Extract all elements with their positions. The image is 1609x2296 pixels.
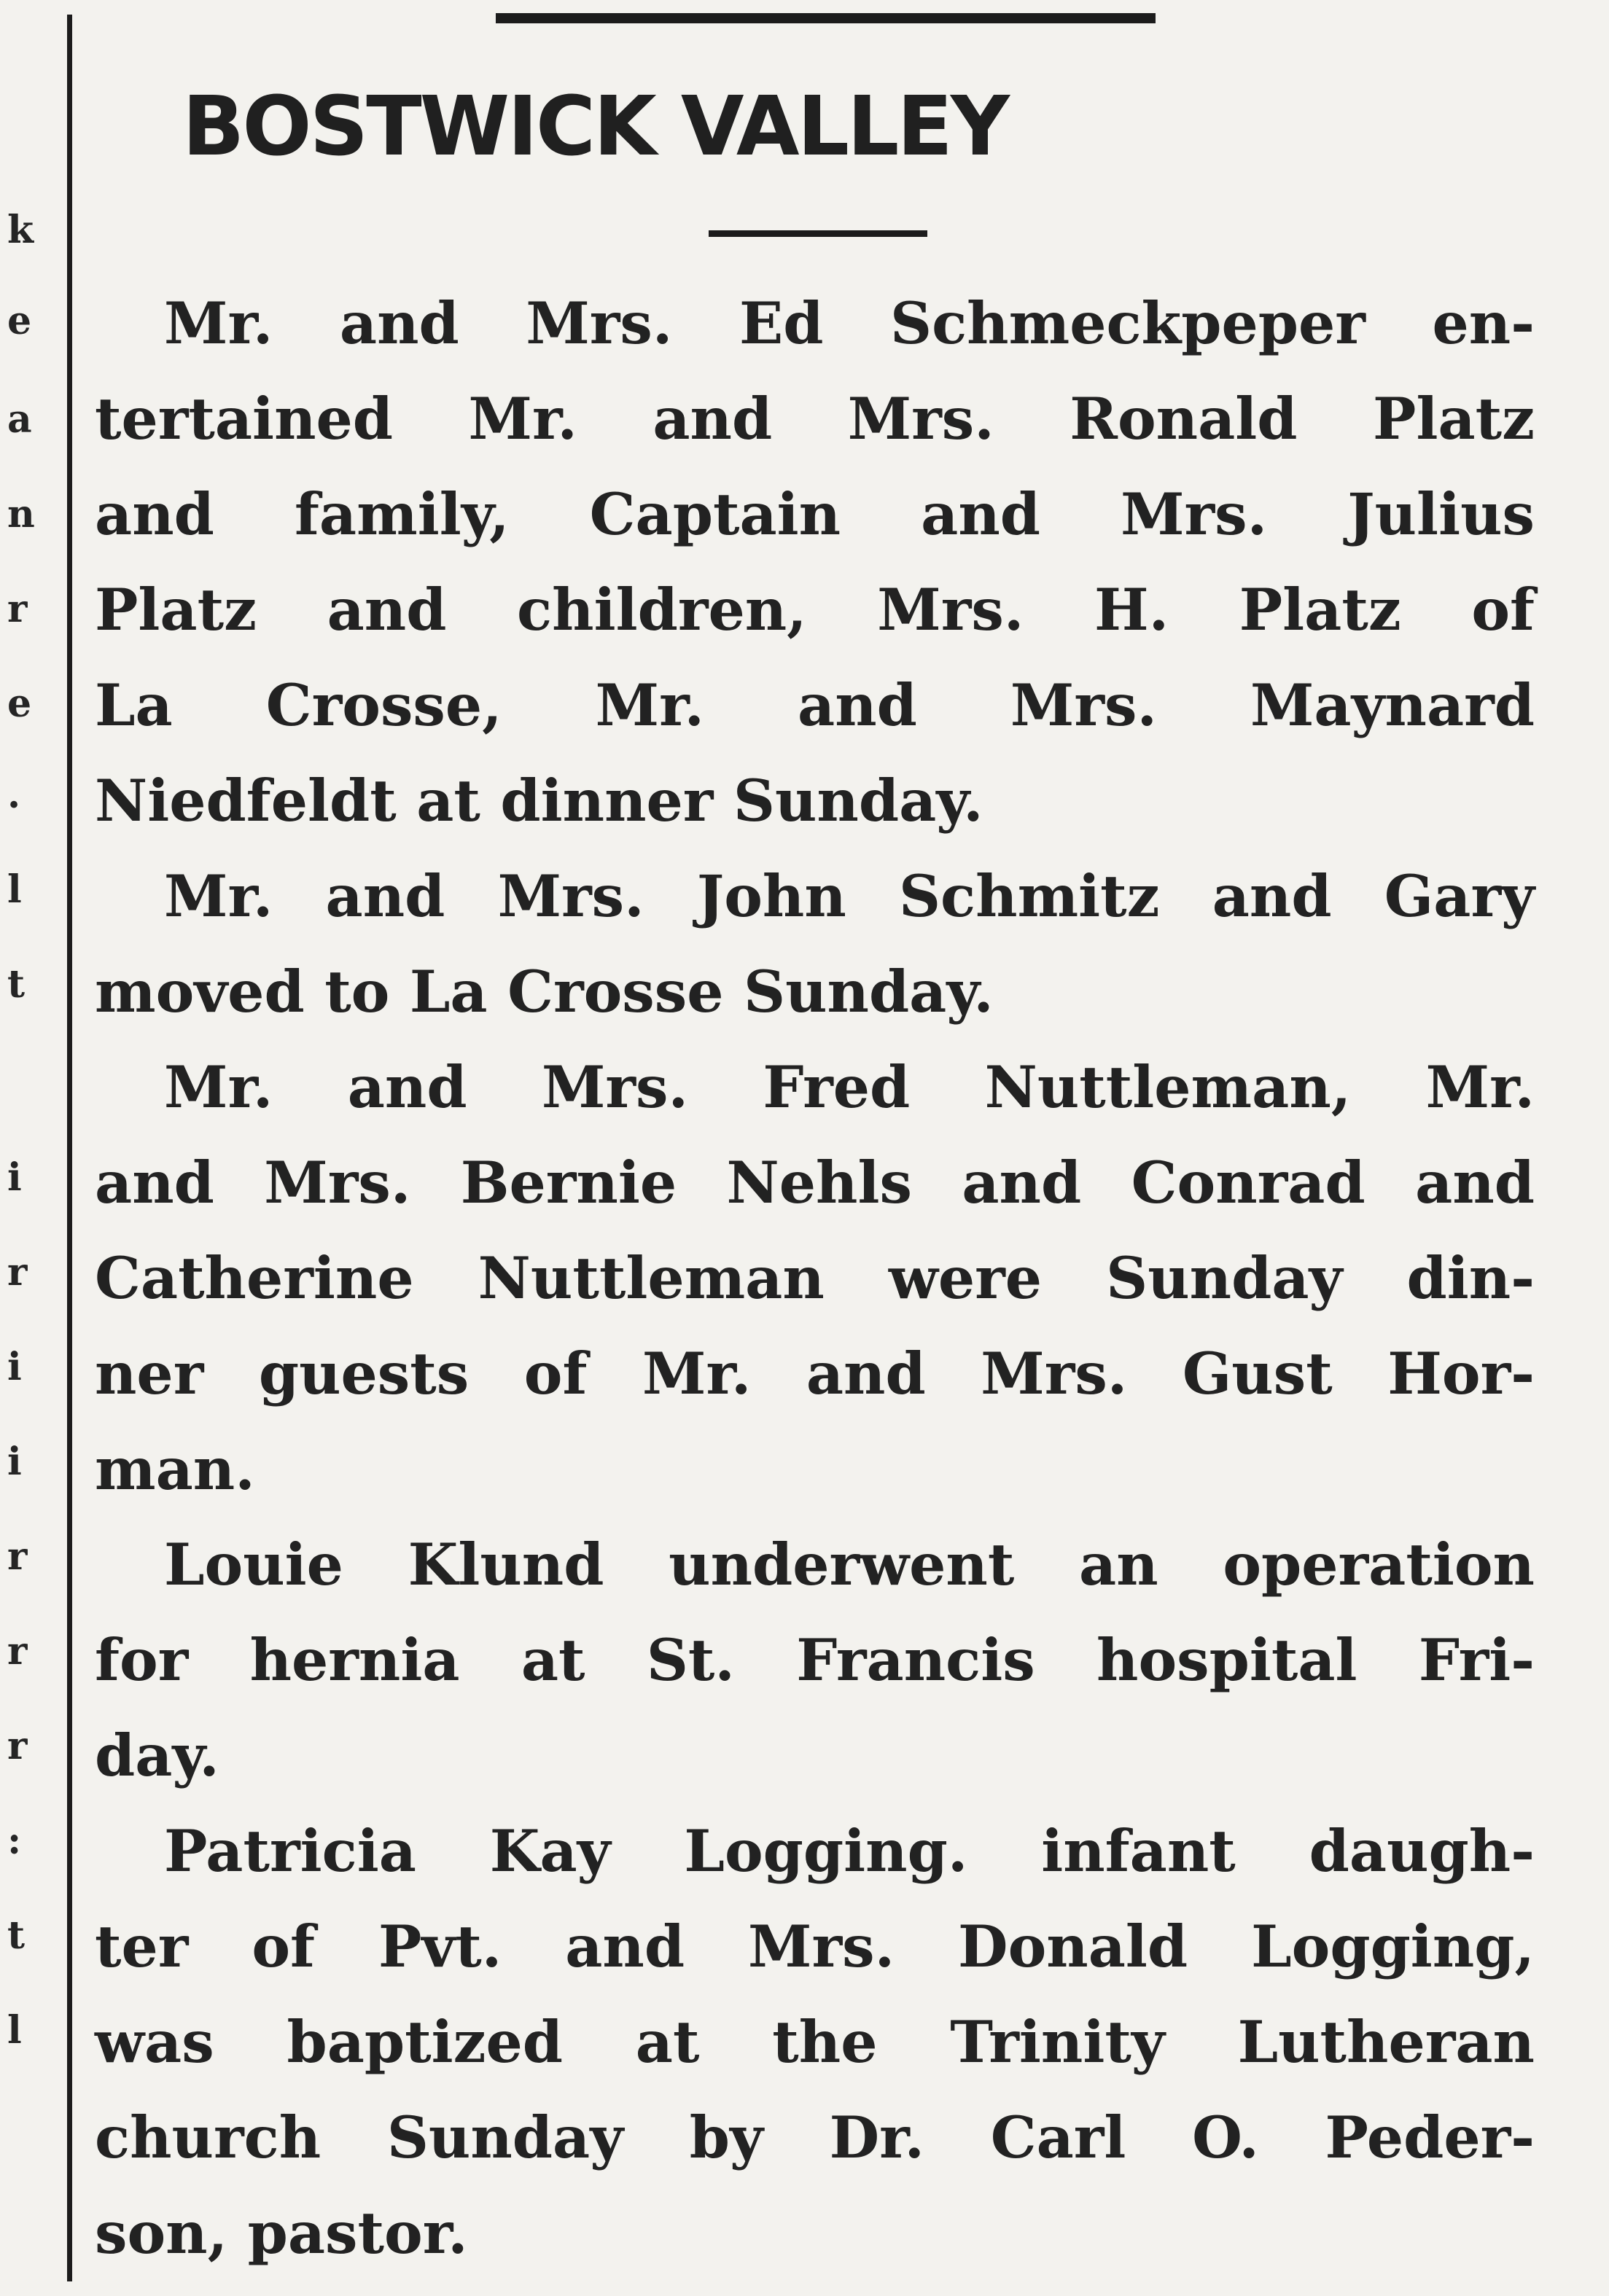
column-divider-rule xyxy=(67,15,72,2281)
text-line: ter of Pvt. and Mrs. Donald Logging, xyxy=(95,1913,1535,1980)
paragraph-schmeckpeper-dinner xyxy=(95,276,1535,848)
paragraph-logging-baptism xyxy=(95,1803,1535,2281)
fragment-char: r xyxy=(7,1629,28,1674)
adjacent-column-fragments xyxy=(7,208,35,2252)
headline-underline-rule xyxy=(709,230,927,237)
fragment-char: t xyxy=(7,962,26,1007)
fragment-char: r xyxy=(7,1724,28,1768)
text-line: La Crosse, Mr. and Mrs. Maynard xyxy=(95,671,1535,739)
fragment-char: : xyxy=(7,1819,22,1863)
text-line: and family, Captain and Mrs. Julius xyxy=(95,480,1535,548)
paragraph-klund-operation xyxy=(95,1517,1535,1803)
fragment-char: i xyxy=(7,1440,22,1484)
fragment-char: n xyxy=(7,492,35,536)
text-line: Patricia Kay Logging. infant daugh- xyxy=(164,1817,1535,1885)
top-column-rule xyxy=(496,13,1156,23)
text-line: Mr. and Mrs. John Schmitz and Gary xyxy=(164,862,1535,930)
article-body xyxy=(95,276,1535,2281)
text-line: Louie Klund underwent an operation xyxy=(164,1531,1535,1598)
fragment-char: e xyxy=(7,299,32,343)
text-line: day. xyxy=(95,1722,219,1789)
text-line: for hernia at St. Francis hospital Fri- xyxy=(95,1626,1535,1694)
fragment-char: r xyxy=(7,1250,28,1295)
fragment-char: a xyxy=(7,397,32,442)
text-line: Catherine Nuttleman were Sunday din- xyxy=(95,1244,1535,1312)
text-line: and Mrs. Bernie Nehls and Conrad and xyxy=(95,1149,1535,1217)
text-line: was baptized at the Trinity Lutheran xyxy=(95,2008,1535,2076)
headline: BOSTWICK VALLEY xyxy=(182,79,1008,174)
fragment-char: i xyxy=(7,1155,22,1200)
text-line: Platz and children, Mrs. H. Platz of xyxy=(95,576,1535,644)
text-line: tertained Mr. and Mrs. Ronald Platz xyxy=(95,385,1535,453)
fragment-char: i xyxy=(7,1345,22,1389)
text-line: Niedfeldt at dinner Sunday. xyxy=(95,767,983,835)
fragment-char: e xyxy=(7,682,32,726)
paragraph-nuttleman-guests xyxy=(95,1039,1535,1517)
paragraph-schmitz-moved xyxy=(95,848,1535,1039)
text-line: man. xyxy=(95,1435,255,1503)
fragment-char: r xyxy=(7,1534,28,1579)
text-line: moved to La Crosse Sunday. xyxy=(95,958,994,1026)
fragment-char: r xyxy=(7,587,28,631)
fragment-char: t xyxy=(7,1913,26,1958)
fragment-char: l xyxy=(7,2008,22,2053)
fragment-char: . xyxy=(7,773,21,817)
fragment-char: l xyxy=(7,867,22,912)
text-line: son, pastor. xyxy=(95,2199,468,2267)
text-line: church Sunday by Dr. Carl O. Peder- xyxy=(95,2104,1535,2171)
text-line: Mr. and Mrs. Ed Schmeckpeper en- xyxy=(164,289,1535,357)
text-line: Mr. and Mrs. Fred Nuttleman, Mr. xyxy=(164,1053,1535,1121)
fragment-char: k xyxy=(7,208,34,252)
text-line: ner guests of Mr. and Mrs. Gust Hor- xyxy=(95,1340,1535,1407)
